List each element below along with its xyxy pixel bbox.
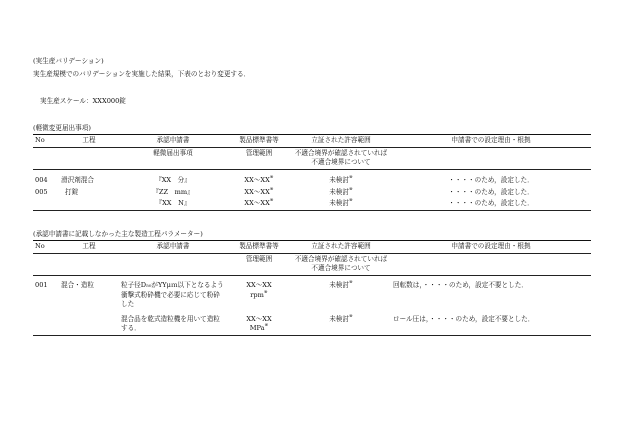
row-range: 未検討※ xyxy=(329,198,353,208)
subheader-range: 不適合境界が確認されていれば不適合境界について xyxy=(294,148,388,167)
row-no xyxy=(33,198,59,210)
row-process: 滑沢剤混合 xyxy=(61,176,94,185)
row-approval: 粒子径D₅₀がYYμｍ以下となるよう衝撃式粉砕機で必要に応じて粉砕した xyxy=(121,281,224,309)
header-standard: 製品標準書等 xyxy=(239,136,279,144)
table-subheader-row xyxy=(33,147,591,169)
row-no: 004 xyxy=(35,176,48,185)
row-reason: ・・・・のため，設定した． xyxy=(448,199,534,208)
minor-change-table xyxy=(33,134,591,211)
row-approval: 『XX N』 xyxy=(155,199,191,208)
subheader-approval: 軽微届出事項 xyxy=(153,148,193,157)
row-process: 混合・造粒 xyxy=(61,281,94,290)
header-range: 立証された許容範囲 xyxy=(311,242,371,250)
table-subheader-row xyxy=(33,253,591,275)
row-no xyxy=(33,314,59,336)
intro-heading: (実生産バリデーション) xyxy=(33,57,104,65)
table-row xyxy=(33,187,591,199)
row-range: 未検討※ xyxy=(329,280,353,290)
header-process: 工程 xyxy=(82,136,96,144)
row-standard: XX～XX※ xyxy=(244,186,274,196)
table-row xyxy=(33,198,591,210)
row-range: 未検討※ xyxy=(329,175,353,185)
row-no: 001 xyxy=(35,281,48,290)
row-no: 005 xyxy=(35,187,48,196)
row-standard: XX～XX※ xyxy=(244,175,274,185)
row-range: 未検討※ xyxy=(329,186,353,196)
row-approval: 混合品を乾式造粒機を用いて造粒する． xyxy=(121,314,220,333)
row-standard: XX～XX rpm※ xyxy=(246,281,272,299)
row-reason: 回転数は，・・・・のため，設定不要とした． xyxy=(393,281,528,290)
subheader-range: 不適合境界が確認されていれば不適合境界について xyxy=(294,254,388,273)
section1-title: (軽微変更届出事項) xyxy=(33,124,91,132)
header-standard: 製品標準書等 xyxy=(239,242,279,250)
header-range: 立証された許容範囲 xyxy=(311,136,371,144)
row-reason: ・・・・のため，設定した． xyxy=(448,187,534,196)
table-row xyxy=(33,314,591,336)
header-process: 工程 xyxy=(82,242,96,250)
row-reason: ロール圧は，・・・・のため，設定不要とした． xyxy=(393,314,535,323)
row-range: 未検討※ xyxy=(329,313,353,323)
row-reason: ・・・・のため，設定した． xyxy=(448,176,534,185)
table-header-row xyxy=(33,241,591,254)
row-approval: 『XX 分』 xyxy=(155,176,191,185)
header-approval: 承認申請書 xyxy=(156,242,190,250)
row-process: 打錠 xyxy=(65,187,79,196)
subheader-standard: 管理範囲 xyxy=(245,148,273,157)
row-standard: XX～XX※ xyxy=(244,198,274,208)
header-no: No xyxy=(35,242,45,250)
parameter-table xyxy=(33,240,591,336)
row-process xyxy=(59,314,119,336)
header-no: No xyxy=(35,136,45,144)
table-header-row xyxy=(33,135,591,148)
production-scale: 実生産スケール：XXX000錠 xyxy=(40,97,126,105)
intro-body: 実生産規模でのバリデーションを実施した結果，下表のとおり変更する． xyxy=(33,70,251,78)
table-row xyxy=(33,175,591,187)
table-row xyxy=(33,280,591,311)
header-reason: 申請書での設定理由・根拠 xyxy=(451,242,531,250)
row-standard: XX～XX MPa※ xyxy=(246,314,272,333)
row-process xyxy=(59,198,119,210)
header-reason: 申請書での設定理由・根拠 xyxy=(451,136,531,144)
row-approval: 『ZZ mm』 xyxy=(152,187,194,196)
header-approval: 承認申請書 xyxy=(156,136,190,144)
subheader-standard: 管理範囲 xyxy=(245,254,273,263)
section2-title: (承認申請書に記載しなかった主な製造工程パラメーター) xyxy=(33,230,203,238)
